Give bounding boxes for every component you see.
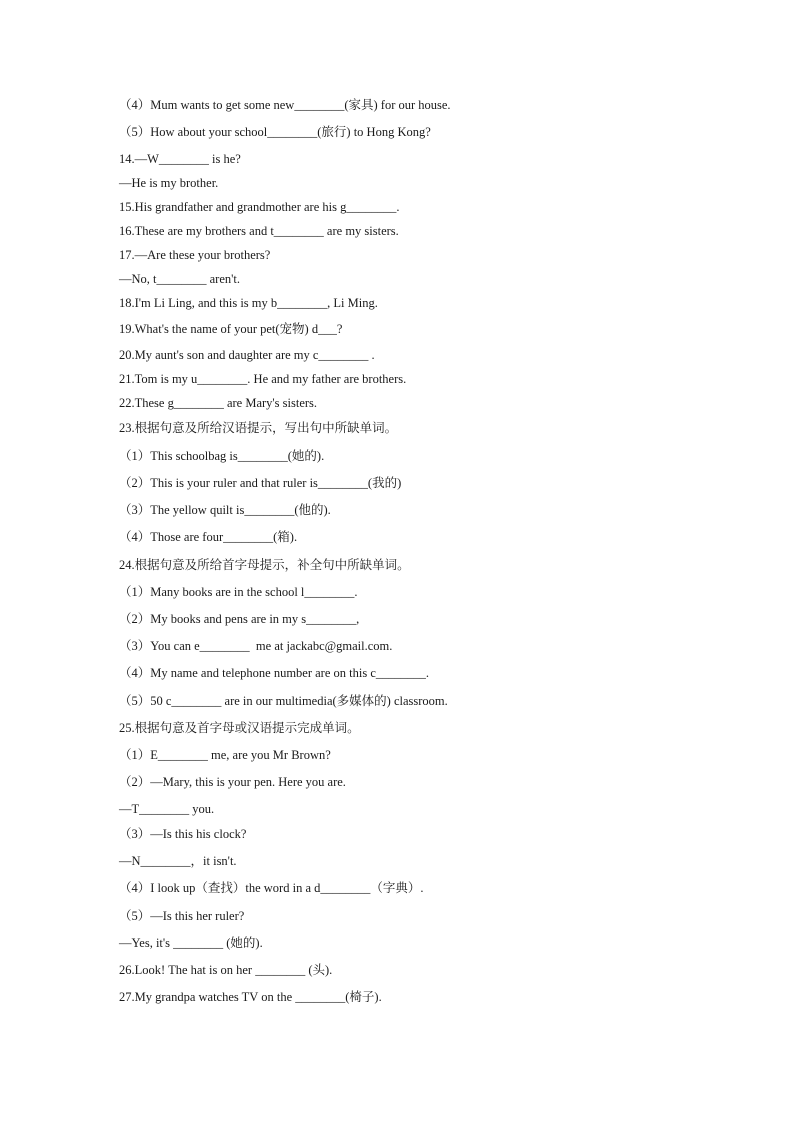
section-heading: 25.根据句意及首字母或汉语提示完成单词。 bbox=[119, 721, 360, 735]
question-line: 17.—Are these your brothers? bbox=[119, 248, 271, 262]
question-line: 21.Tom is my u________. He and my father are brothers. bbox=[119, 372, 407, 386]
question-line: 19.What's the name of your pet(宠物) d___? bbox=[119, 322, 343, 336]
question-line: （5）How about your school________(旅行) to Hong Kong? bbox=[119, 125, 431, 139]
question-line: （2）—Mary, this is your pen. Here you are. bbox=[119, 775, 346, 789]
question-line: —T________ you. bbox=[119, 802, 215, 816]
question-line: （1）E________ me, are you Mr Brown? bbox=[119, 748, 331, 762]
question-line: （2）This is your ruler and that ruler is________(我的) bbox=[119, 476, 402, 490]
question-line: —N________，it isn't. bbox=[119, 854, 237, 868]
question-line: （3）You can e________ me at jackabc@gmail.com. bbox=[119, 639, 393, 653]
question-line: 16.These are my brothers and t________ are my sisters. bbox=[119, 224, 399, 238]
question-line: （4）Those are four________(箱). bbox=[119, 530, 298, 544]
question-line: 26.Look! The hat is on her ________ (头). bbox=[119, 963, 333, 977]
question-line: —He is my brother. bbox=[119, 176, 219, 190]
question-line: （1）Many books are in the school l________. bbox=[119, 585, 358, 599]
question-line: （1）This schoolbag is________(她的). bbox=[119, 449, 325, 463]
section-heading: 24.根据句意及所给首字母提示，补全句中所缺单词。 bbox=[119, 558, 410, 572]
question-line: （2）My books and pens are in my s________, bbox=[119, 612, 360, 626]
question-line: —Yes, it's ________ (她的). bbox=[119, 936, 263, 950]
question-line: —No, t________ aren't. bbox=[119, 272, 240, 286]
question-line: （4）Mum wants to get some new________(家具) for our house. bbox=[119, 98, 451, 112]
question-line: （5）50 c________ are in our multimedia(多媒体的) classroom. bbox=[119, 694, 448, 708]
question-line: （5）—Is this her ruler? bbox=[119, 909, 245, 923]
question-line: 14.—W________ is he? bbox=[119, 152, 241, 166]
question-line: 22.These g________ are Mary's sisters. bbox=[119, 396, 318, 410]
question-line: 27.My grandpa watches TV on the ________(椅子). bbox=[119, 990, 382, 1004]
question-line: （3）The yellow quilt is________(他的). bbox=[119, 503, 331, 517]
question-line: 20.My aunt's son and daughter are my c________ . bbox=[119, 348, 375, 362]
question-line: （3）—Is this his clock? bbox=[119, 827, 247, 841]
question-line: （4）My name and telephone number are on this c________. bbox=[119, 666, 429, 680]
question-line: （4）I look up（查找）the word in a d________（字典）. bbox=[119, 881, 424, 895]
question-line: 15.His grandfather and grandmother are his g________. bbox=[119, 200, 400, 214]
section-heading: 23.根据句意及所给汉语提示，写出句中所缺单词。 bbox=[119, 421, 398, 435]
question-line: 18.I'm Li Ling, and this is my b________, Li Ming. bbox=[119, 296, 378, 310]
